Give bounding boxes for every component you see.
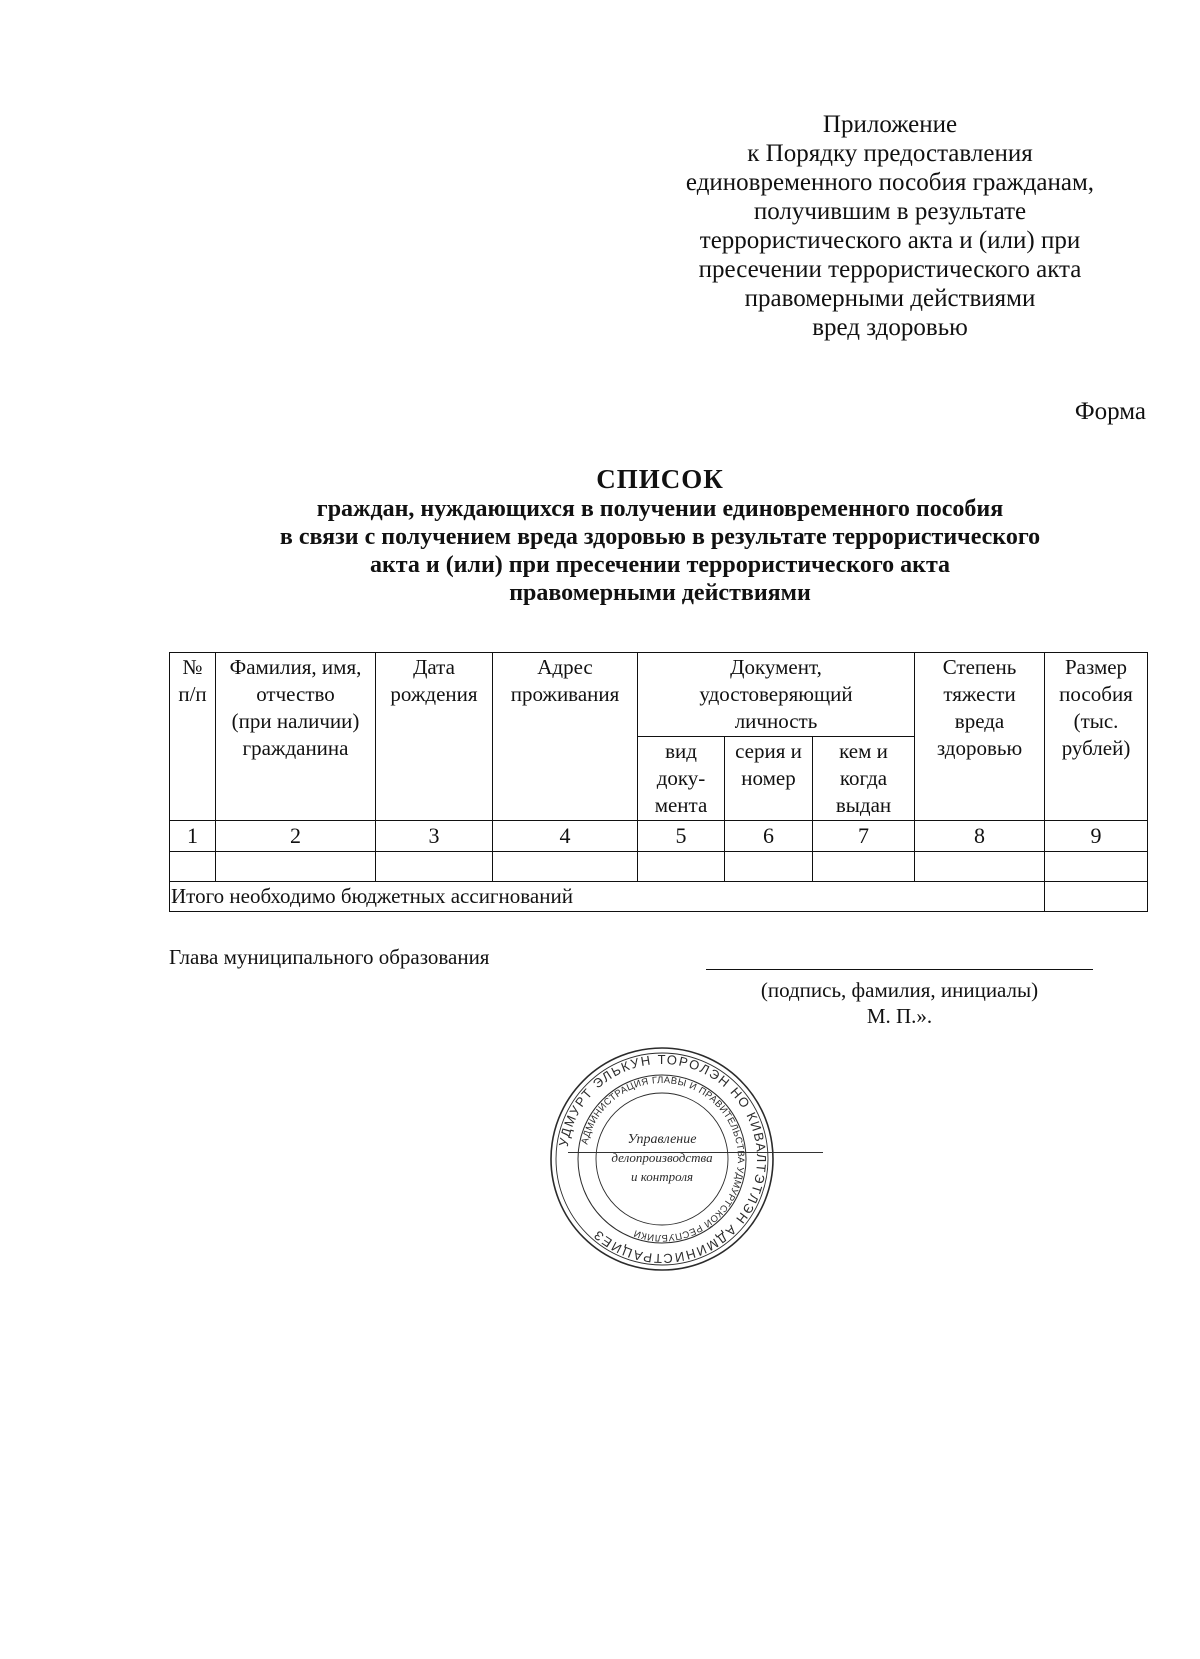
header-doc-issued <box>813 737 915 821</box>
table-cell <box>813 852 915 882</box>
total-value-cell <box>1045 882 1148 912</box>
header-text: вид <box>665 739 697 763</box>
header-text: Дата <box>413 655 455 679</box>
seal-inner-textpath: АДМИНИСТРАЦИЯ ГЛАВЫ И ПРАВИТЕЛЬСТВА УДМУРТСКОЙ РЕСПУБЛИКИ <box>579 1074 747 1244</box>
seal-outer-textpath: УДМУРТ ЭЛЬКУН ТОРОЛЭН НО КИВАЛТЭТЛЭН АДМИНИСТРАЦИЕЗ <box>555 1051 770 1267</box>
seal-center-line: Управление <box>627 1132 697 1147</box>
form-label: Форма <box>1074 398 1146 425</box>
header-text: тяжести <box>943 682 1016 706</box>
citizens-table <box>169 652 1148 912</box>
column-number: 8 <box>915 821 1045 852</box>
total-label: Итого необходимо бюджетных ассигнований <box>170 882 1045 912</box>
column-number: 6 <box>725 821 813 852</box>
header-text: (тыс. <box>1073 709 1119 733</box>
header-doc-series <box>725 737 813 821</box>
column-number: 3 <box>376 821 493 852</box>
header-text: Документ, <box>730 655 822 679</box>
appendix-line: единовременного пособия гражданам, <box>685 169 1095 196</box>
title-line: граждан, нуждающихся в получении единовременного пособия <box>316 496 1004 522</box>
table-row <box>170 852 1148 882</box>
title-line: в связи с получением вреда здоровью в результате террористического <box>279 524 1041 550</box>
header-text: гражданина <box>242 736 349 760</box>
header-severity <box>915 653 1045 821</box>
header-text: личность <box>734 709 818 733</box>
stamp-signature-line <box>568 1152 823 1153</box>
title-main: СПИСОК <box>596 464 724 494</box>
header-text: рождения <box>390 682 478 706</box>
column-number: 9 <box>1045 821 1148 852</box>
header-text: Фамилия, имя, <box>229 655 362 679</box>
document-title <box>160 463 1160 607</box>
seal-center-line: и контроля <box>630 1169 694 1184</box>
official-seal <box>548 1045 776 1273</box>
header-birth <box>376 653 493 821</box>
signature-line <box>706 969 1093 970</box>
title-line: правомерными действиями <box>509 580 811 606</box>
signature-caption: (подпись, фамилия, инициалы) <box>760 978 1039 1002</box>
column-number: 1 <box>170 821 216 852</box>
header-text: Размер <box>1064 655 1128 679</box>
header-name <box>216 653 376 821</box>
header-text: здоровью <box>936 736 1023 760</box>
table-cell <box>493 852 638 882</box>
total-row <box>170 882 1148 912</box>
table-cell <box>376 852 493 882</box>
table-cell <box>638 852 725 882</box>
header-text: вреда <box>954 709 1005 733</box>
appendix-header <box>630 110 1150 342</box>
header-text: удостоверяющий <box>699 682 853 706</box>
header-text: п/п <box>178 682 207 706</box>
title-subtitle <box>160 495 1160 607</box>
header-text: Адрес <box>537 655 593 679</box>
table-cell <box>170 852 216 882</box>
header-text: проживания <box>510 682 620 706</box>
header-text: Степень <box>942 655 1017 679</box>
header-text: мента <box>654 793 708 817</box>
header-text: рублей) <box>1061 736 1131 760</box>
header-doc-type <box>638 737 725 821</box>
appendix-line: правомерными действиями <box>744 285 1036 312</box>
table-cell <box>1045 852 1148 882</box>
header-text: отчество <box>256 682 335 706</box>
table-cell <box>725 852 813 882</box>
table-header-row <box>170 653 1148 737</box>
header-address <box>493 653 638 821</box>
seal-center-line: делопроизводства <box>611 1150 713 1165</box>
appendix-line: Приложение <box>822 111 958 138</box>
column-number: 7 <box>813 821 915 852</box>
header-text: пособия <box>1059 682 1133 706</box>
header-text: серия и <box>735 739 802 763</box>
header-text: № <box>182 655 203 679</box>
appendix-line: пресечении террористического акта <box>698 256 1082 283</box>
header-text: (при наличии) <box>231 709 360 733</box>
header-document <box>638 653 915 737</box>
column-numbers-row <box>170 821 1148 852</box>
column-number: 2 <box>216 821 376 852</box>
head-of-municipality-label: Глава муниципального образования <box>169 945 490 969</box>
header-text: выдан <box>835 793 892 817</box>
seal-place-label: М. П.». <box>866 1004 933 1028</box>
appendix-line: террористического акта и (или) при <box>699 227 1081 254</box>
table-cell <box>216 852 376 882</box>
appendix-line: получившим в результате <box>753 198 1027 225</box>
header-text: доку- <box>656 766 706 790</box>
header-text: когда <box>839 766 888 790</box>
header-amount <box>1045 653 1148 821</box>
title-line: акта и (или) при пресечении террористического акта <box>369 552 951 578</box>
column-number: 4 <box>493 821 638 852</box>
table-cell <box>915 852 1045 882</box>
appendix-line: к Порядку предоставления <box>747 140 1033 167</box>
header-num <box>170 653 216 821</box>
column-number: 5 <box>638 821 725 852</box>
header-text: кем и <box>839 739 888 763</box>
header-text: номер <box>741 766 796 790</box>
appendix-line: вред здоровью <box>812 314 968 341</box>
